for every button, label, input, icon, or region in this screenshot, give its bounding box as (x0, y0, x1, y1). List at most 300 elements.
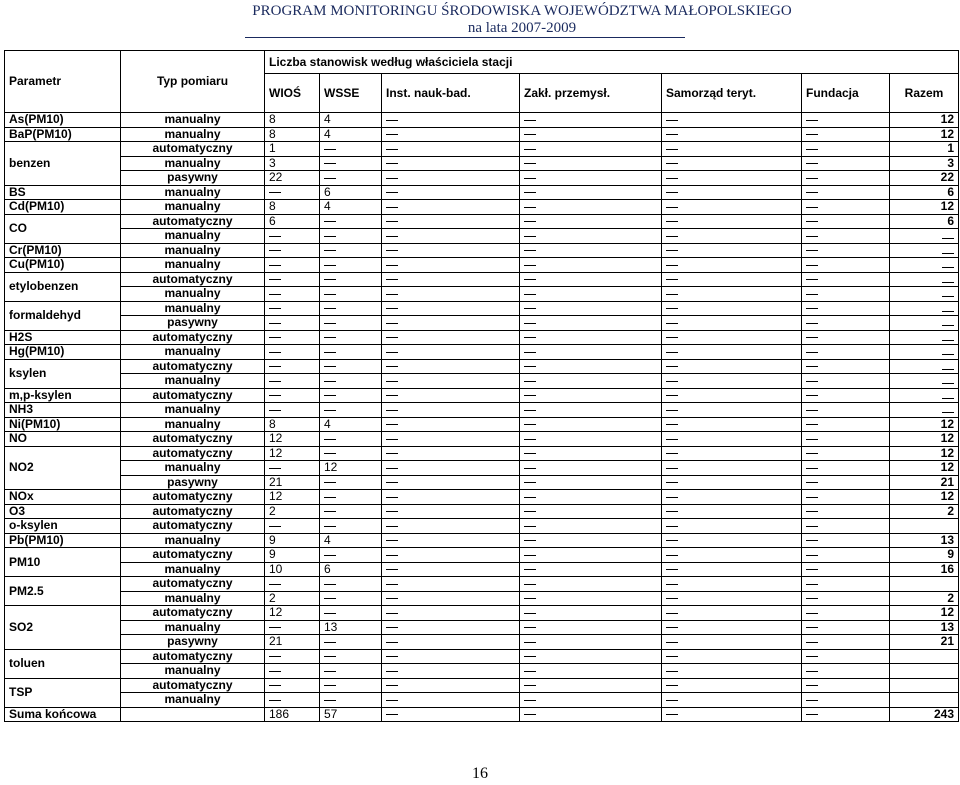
empty-dash (320, 330, 382, 345)
total-cell: 2 (890, 504, 959, 519)
empty-dash (382, 432, 520, 447)
empty-dash (520, 316, 662, 331)
dash-mark (386, 569, 398, 570)
dash-mark (524, 120, 536, 121)
dash-mark (386, 236, 398, 237)
total-cell: 21 (890, 635, 959, 650)
empty-dash (802, 229, 890, 244)
table-row (5, 127, 959, 142)
empty-dash (802, 693, 890, 708)
dash-mark (806, 584, 818, 585)
dash-mark (386, 120, 398, 121)
type-cell: automatyczny (121, 388, 265, 403)
param-cell: PM2.5 (5, 577, 121, 606)
dash-mark (806, 265, 818, 266)
empty-dash (265, 301, 320, 316)
param-cell: NH3 (5, 403, 121, 418)
empty-dash (382, 620, 520, 635)
param-cell: NO (5, 432, 121, 447)
dash-mark (324, 337, 336, 338)
empty-dash (802, 620, 890, 635)
dash-mark (386, 424, 398, 425)
dash-mark (666, 526, 678, 527)
count-cell: 6 (320, 562, 382, 577)
empty-dash (520, 577, 662, 592)
dash-mark (386, 265, 398, 266)
empty-dash (320, 591, 382, 606)
empty-dash (382, 272, 520, 287)
dash-mark (806, 163, 818, 164)
dash-mark (386, 482, 398, 483)
empty-dash (520, 417, 662, 432)
table-row (5, 533, 959, 548)
dash-mark (806, 250, 818, 251)
dash-mark (666, 424, 678, 425)
empty-dash (320, 316, 382, 331)
empty-dash (382, 490, 520, 505)
table-row (5, 200, 959, 215)
empty-dash (802, 127, 890, 142)
dash-mark (806, 236, 818, 237)
empty-dash (320, 693, 382, 708)
type-cell: manualny (121, 533, 265, 548)
empty-dash (382, 417, 520, 432)
empty-dash (802, 359, 890, 374)
empty-dash (265, 620, 320, 635)
total-cell: 12 (890, 490, 959, 505)
table-row (5, 403, 959, 418)
empty-dash (520, 707, 662, 722)
table-row (5, 446, 959, 461)
dash-mark (524, 453, 536, 454)
dash-mark (269, 410, 281, 411)
dash-mark (324, 439, 336, 440)
empty-dash (802, 461, 890, 476)
dash-mark (806, 279, 818, 280)
dash-mark (806, 627, 818, 628)
page-number: 16 (472, 765, 488, 782)
dash-mark (386, 178, 398, 179)
empty-dash (802, 519, 890, 534)
dash-mark (269, 671, 281, 672)
empty-dash (802, 504, 890, 519)
param-cell: O3 (5, 504, 121, 519)
table-row (5, 374, 959, 389)
param-cell: toluen (5, 649, 121, 678)
empty-dash (662, 504, 802, 519)
dash-mark (666, 584, 678, 585)
dash-mark (666, 352, 678, 353)
total-cell: 22 (890, 171, 959, 186)
dash-mark (386, 453, 398, 454)
dash-mark (942, 325, 954, 326)
param-cell: etylobenzen (5, 272, 121, 301)
dash-mark (942, 282, 954, 283)
dash-mark (524, 482, 536, 483)
empty-dash (662, 185, 802, 200)
empty-dash (802, 591, 890, 606)
empty-dash (802, 533, 890, 548)
empty-dash (662, 388, 802, 403)
empty-dash (320, 606, 382, 621)
dash-mark (324, 294, 336, 295)
empty-dash (382, 461, 520, 476)
table-row (5, 562, 959, 577)
count-cell: 6 (265, 214, 320, 229)
empty-dash (890, 287, 959, 302)
type-cell: automatyczny (121, 432, 265, 447)
total-row (5, 707, 959, 722)
total-cell: 12 (890, 127, 959, 142)
empty-dash (662, 446, 802, 461)
empty-dash (802, 432, 890, 447)
count-cell: 4 (320, 417, 382, 432)
type-cell: manualny (121, 562, 265, 577)
dash-mark (942, 398, 954, 399)
dash-mark (269, 381, 281, 382)
empty-dash (520, 272, 662, 287)
empty-dash (382, 577, 520, 592)
param-cell: As(PM10) (5, 113, 121, 128)
empty-dash (382, 301, 520, 316)
type-cell: manualny (121, 113, 265, 128)
param-cell: SO2 (5, 606, 121, 650)
dash-mark (386, 250, 398, 251)
dash-mark (806, 598, 818, 599)
dash-mark (324, 482, 336, 483)
table-row (5, 316, 959, 331)
dash-mark (524, 555, 536, 556)
table-row (5, 142, 959, 157)
dash-mark (324, 598, 336, 599)
empty-dash (662, 403, 802, 418)
empty-dash (382, 403, 520, 418)
dash-mark (524, 236, 536, 237)
empty-dash (320, 504, 382, 519)
empty-dash (320, 649, 382, 664)
dash-mark (524, 497, 536, 498)
dash-mark (666, 497, 678, 498)
empty-dash (382, 287, 520, 302)
dash-mark (806, 134, 818, 135)
dash-mark (324, 656, 336, 657)
table-row (5, 330, 959, 345)
dash-mark (666, 555, 678, 556)
dash-mark (806, 613, 818, 614)
dash-mark (666, 308, 678, 309)
total-cell: 12 (890, 417, 959, 432)
dash-mark (386, 352, 398, 353)
empty-dash (520, 330, 662, 345)
dash-mark (666, 337, 678, 338)
dash-mark (666, 511, 678, 512)
dash-mark (806, 685, 818, 686)
dash-mark (324, 584, 336, 585)
dash-mark (269, 337, 281, 338)
empty-dash (520, 258, 662, 273)
dash-mark (386, 656, 398, 657)
dash-mark (524, 700, 536, 701)
empty-dash (802, 214, 890, 229)
table-row (5, 359, 959, 374)
total-cell: 9 (890, 548, 959, 563)
empty-dash (520, 113, 662, 128)
empty-dash (520, 475, 662, 490)
dash-mark (942, 340, 954, 341)
empty-dash (320, 345, 382, 360)
col-header-owner: Samorząd teryt. (662, 74, 802, 113)
dash-mark (524, 149, 536, 150)
dash-mark (324, 163, 336, 164)
dash-mark (942, 267, 954, 268)
dash-mark (324, 265, 336, 266)
count-cell: 4 (320, 533, 382, 548)
empty-dash (265, 461, 320, 476)
table-row (5, 678, 959, 693)
empty-dash (382, 258, 520, 273)
dash-mark (386, 323, 398, 324)
empty-dash (520, 446, 662, 461)
dash-mark (666, 207, 678, 208)
total-cell: 21 (890, 475, 959, 490)
dash-mark (806, 468, 818, 469)
empty-dash (320, 548, 382, 563)
dash-mark (666, 395, 678, 396)
dash-mark (942, 412, 954, 413)
empty-dash (662, 475, 802, 490)
empty-dash (520, 664, 662, 679)
empty-dash (802, 316, 890, 331)
dash-mark (524, 511, 536, 512)
dash-mark (386, 134, 398, 135)
dash-mark (666, 656, 678, 657)
empty-dash (802, 142, 890, 157)
empty-dash (890, 403, 959, 418)
dash-mark (386, 468, 398, 469)
empty-dash (802, 388, 890, 403)
dash-mark (386, 192, 398, 193)
type-cell: automatyczny (121, 577, 265, 592)
empty-dash (662, 243, 802, 258)
total-cell (890, 678, 959, 693)
type-cell: manualny (121, 229, 265, 244)
empty-dash (890, 301, 959, 316)
dash-mark (386, 613, 398, 614)
count-cell: 186 (265, 707, 320, 722)
dash-mark (524, 294, 536, 295)
dash-mark (666, 642, 678, 643)
empty-dash (802, 374, 890, 389)
empty-dash (520, 678, 662, 693)
dash-mark (386, 149, 398, 150)
empty-dash (320, 287, 382, 302)
dash-mark (324, 671, 336, 672)
empty-dash (382, 591, 520, 606)
empty-dash (662, 156, 802, 171)
param-cell: m,p-ksylen (5, 388, 121, 403)
empty-dash (802, 417, 890, 432)
dash-mark (269, 468, 281, 469)
empty-dash (382, 446, 520, 461)
dash-mark (806, 569, 818, 570)
param-cell: NO2 (5, 446, 121, 490)
dash-mark (524, 685, 536, 686)
type-cell: automatyczny (121, 446, 265, 461)
type-cell: automatyczny (121, 548, 265, 563)
empty-dash (320, 577, 382, 592)
type-cell: manualny (121, 403, 265, 418)
total-cell: 13 (890, 533, 959, 548)
dash-mark (806, 439, 818, 440)
empty-dash (802, 113, 890, 128)
param-cell: Cu(PM10) (5, 258, 121, 273)
type-cell: manualny (121, 620, 265, 635)
param-cell: o-ksylen (5, 519, 121, 534)
empty-dash (320, 403, 382, 418)
empty-dash (662, 519, 802, 534)
empty-dash (662, 562, 802, 577)
empty-dash (662, 533, 802, 548)
dash-mark (942, 369, 954, 370)
table-row (5, 635, 959, 650)
col-header-owner: WIOŚ (265, 74, 320, 113)
dash-mark (666, 294, 678, 295)
count-cell: 57 (320, 707, 382, 722)
empty-dash (265, 519, 320, 534)
empty-dash (265, 359, 320, 374)
dash-mark (269, 584, 281, 585)
total-cell: 243 (890, 707, 959, 722)
empty-dash (662, 301, 802, 316)
empty-dash (382, 156, 520, 171)
empty-dash (320, 156, 382, 171)
empty-dash (520, 606, 662, 621)
param-cell: BS (5, 185, 121, 200)
dash-mark (324, 395, 336, 396)
dash-mark (806, 671, 818, 672)
empty-dash (662, 374, 802, 389)
param-cell: Cr(PM10) (5, 243, 121, 258)
type-cell: automatyczny (121, 678, 265, 693)
total-cell: 16 (890, 562, 959, 577)
empty-dash (890, 272, 959, 287)
empty-dash (382, 707, 520, 722)
dash-mark (386, 337, 398, 338)
total-cell: 12 (890, 446, 959, 461)
dash-mark (806, 120, 818, 121)
type-cell: pasywny (121, 475, 265, 490)
total-cell: 12 (890, 606, 959, 621)
dash-mark (806, 323, 818, 324)
empty-dash (662, 591, 802, 606)
total-cell: 12 (890, 461, 959, 476)
dash-mark (324, 308, 336, 309)
dash-mark (806, 453, 818, 454)
dash-mark (806, 700, 818, 701)
empty-dash (320, 272, 382, 287)
dash-mark (269, 366, 281, 367)
empty-dash (662, 330, 802, 345)
dash-mark (269, 656, 281, 657)
empty-dash (662, 272, 802, 287)
table-row (5, 388, 959, 403)
empty-dash (265, 577, 320, 592)
empty-dash (662, 142, 802, 157)
dash-mark (524, 627, 536, 628)
dash-mark (666, 265, 678, 266)
type-cell: manualny (121, 258, 265, 273)
dash-mark (324, 279, 336, 280)
empty-dash (802, 243, 890, 258)
dash-mark (324, 236, 336, 237)
dash-mark (524, 468, 536, 469)
dash-mark (806, 352, 818, 353)
empty-dash (382, 214, 520, 229)
type-cell: manualny (121, 664, 265, 679)
dash-mark (806, 337, 818, 338)
empty-dash (382, 649, 520, 664)
dash-mark (666, 685, 678, 686)
empty-dash (320, 229, 382, 244)
dash-mark (269, 526, 281, 527)
table-row (5, 475, 959, 490)
count-cell: 12 (265, 490, 320, 505)
col-header-type: Typ pomiaru (121, 51, 265, 113)
empty-dash (890, 316, 959, 331)
empty-dash (802, 649, 890, 664)
table-row (5, 171, 959, 186)
empty-dash (802, 258, 890, 273)
empty-dash (520, 519, 662, 534)
type-cell: manualny (121, 374, 265, 389)
empty-dash (265, 678, 320, 693)
dash-mark (666, 149, 678, 150)
empty-dash (662, 664, 802, 679)
dash-mark (524, 308, 536, 309)
empty-dash (265, 316, 320, 331)
total-cell: 12 (890, 200, 959, 215)
empty-dash (382, 635, 520, 650)
table-row (5, 693, 959, 708)
empty-dash (802, 707, 890, 722)
empty-dash (382, 519, 520, 534)
param-cell: H2S (5, 330, 121, 345)
total-cell: 12 (890, 113, 959, 128)
empty-dash (520, 127, 662, 142)
empty-dash (802, 185, 890, 200)
empty-dash (662, 461, 802, 476)
dash-mark (524, 410, 536, 411)
empty-dash (890, 359, 959, 374)
empty-dash (890, 243, 959, 258)
empty-dash (662, 200, 802, 215)
dash-mark (806, 149, 818, 150)
count-cell: 8 (265, 113, 320, 128)
empty-dash (520, 142, 662, 157)
dash-mark (386, 598, 398, 599)
dash-mark (806, 482, 818, 483)
type-cell: automatyczny (121, 649, 265, 664)
empty-dash (382, 678, 520, 693)
dash-mark (324, 352, 336, 353)
dash-mark (666, 482, 678, 483)
dash-mark (666, 163, 678, 164)
dash-mark (524, 656, 536, 657)
empty-dash (265, 185, 320, 200)
dash-mark (386, 163, 398, 164)
dash-mark (386, 497, 398, 498)
dash-mark (666, 134, 678, 135)
